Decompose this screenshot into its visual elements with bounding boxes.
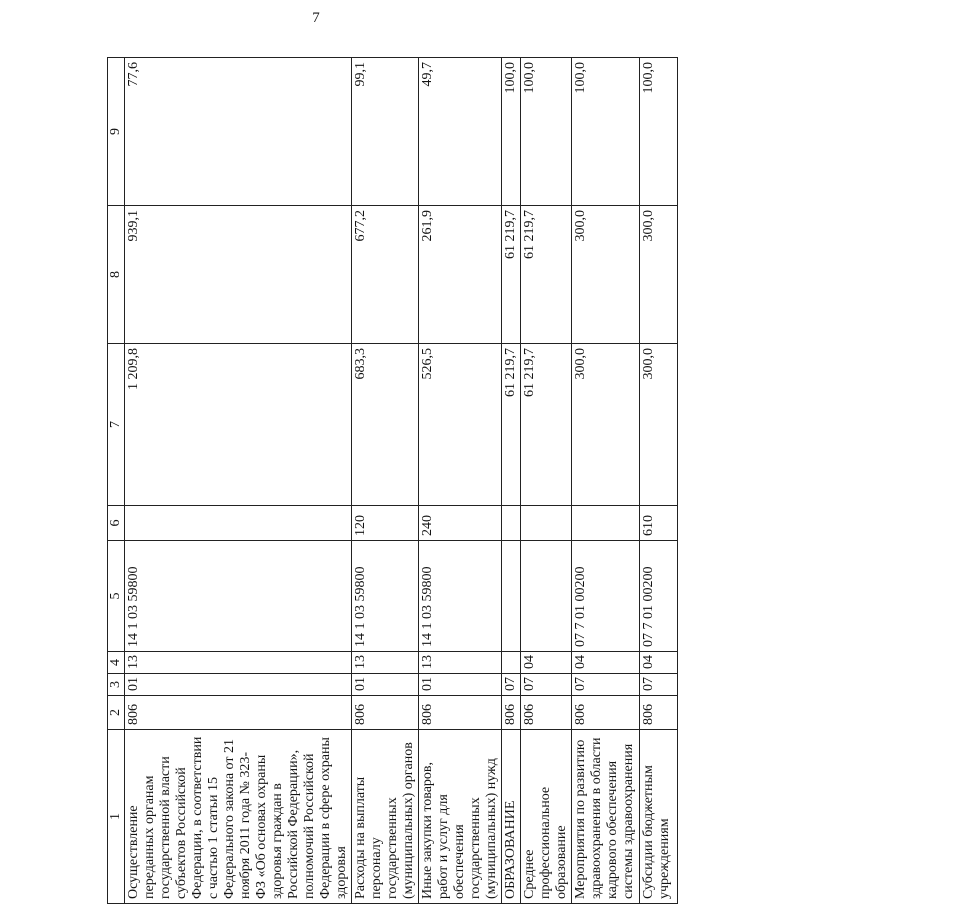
execution-percent: 99,1: [352, 58, 419, 206]
target-article-code: 07 7 01 00200: [640, 541, 678, 652]
header-cell: 7: [108, 344, 125, 506]
actual-amount: 677,2: [352, 206, 419, 344]
section-code: 07: [572, 674, 640, 696]
grbs-code: 806: [572, 696, 640, 730]
planned-amount: 683,3: [352, 344, 419, 506]
table-row: [125, 58, 352, 904]
row-name: Среднее профессиональное образование: [521, 730, 572, 904]
grbs-code: 806: [352, 696, 419, 730]
table-row: [640, 58, 678, 904]
actual-amount: 939,1: [125, 206, 352, 344]
expense-type-code: [125, 506, 352, 541]
header-cell: 9: [108, 58, 125, 206]
grbs-code: 806: [521, 696, 572, 730]
execution-percent: 49,7: [419, 58, 502, 206]
row-name: Осуществление переданных органам государственной власти субъектов Российской Федерации, в соответствии с частью 1 статьи 15 Федерального закона от 21 ноября 2011 года № 323-ФЗ «Об основах охраны здоровья граждан в Российской Федерации», полномочий Российской Федерации в сфере охраны здоровья: [125, 730, 352, 904]
target-article-code: 07 7 01 00200: [572, 541, 640, 652]
table-row: [572, 58, 640, 904]
expense-type-code: [572, 506, 640, 541]
target-article-code: 14 1 03 59800: [125, 541, 352, 652]
execution-percent: 100,0: [502, 58, 521, 206]
section-code: 07: [640, 674, 678, 696]
target-article-code: 14 1 03 59800: [352, 541, 419, 652]
budget-table: [107, 57, 678, 904]
subsection-code: [502, 652, 521, 674]
table-row: [419, 58, 502, 904]
subsection-code: 13: [125, 652, 352, 674]
expense-type-code: 610: [640, 506, 678, 541]
grbs-code: 806: [419, 696, 502, 730]
actual-amount: 300,0: [572, 206, 640, 344]
row-name: Расходы на выплаты персоналу государственных (муниципальных) органов: [352, 730, 419, 904]
subsection-code: 04: [521, 652, 572, 674]
actual-amount: 261,9: [419, 206, 502, 344]
header-cell: 6: [108, 506, 125, 541]
planned-amount: 300,0: [640, 344, 678, 506]
header-cell: 8: [108, 206, 125, 344]
table-row: [521, 58, 572, 904]
header-cell: 2: [108, 696, 125, 730]
target-article-code: [502, 541, 521, 652]
row-name: ОБРАЗОВАНИЕ: [502, 730, 521, 904]
row-name: Мероприятия по развитию здравоохранения в области кадрового обеспечения системы здравоохранения: [572, 730, 640, 904]
subsection-code: 04: [572, 652, 640, 674]
table-row: [502, 58, 521, 904]
expense-type-code: [502, 506, 521, 541]
execution-percent: 100,0: [640, 58, 678, 206]
section-code: 07: [521, 674, 572, 696]
planned-amount: 526,5: [419, 344, 502, 506]
grbs-code: 806: [640, 696, 678, 730]
target-article-code: 14 1 03 59800: [419, 541, 502, 652]
expense-type-code: 240: [419, 506, 502, 541]
table-row: [352, 58, 419, 904]
header-row: [108, 58, 125, 904]
actual-amount: 300,0: [640, 206, 678, 344]
section-code: 07: [502, 674, 521, 696]
subsection-code: 13: [419, 652, 502, 674]
page-number: 7: [312, 10, 320, 26]
subsection-code: 04: [640, 652, 678, 674]
actual-amount: 61 219,7: [521, 206, 572, 344]
section-code: 01: [125, 674, 352, 696]
expense-type-code: [521, 506, 572, 541]
planned-amount: 300,0: [572, 344, 640, 506]
header-cell: 4: [108, 652, 125, 674]
subsection-code: 13: [352, 652, 419, 674]
planned-amount: 61 219,7: [502, 344, 521, 506]
grbs-code: 806: [125, 696, 352, 730]
row-name: Иные закупки товаров, работ и услуг для обеспечения государственных (муниципальных) нужд: [419, 730, 502, 904]
rotated-table-wrapper: [107, 62, 953, 904]
expense-type-code: 120: [352, 506, 419, 541]
section-code: 01: [352, 674, 419, 696]
execution-percent: 100,0: [572, 58, 640, 206]
header-cell: 1: [108, 730, 125, 904]
actual-amount: 61 219,7: [502, 206, 521, 344]
planned-amount: 61 219,7: [521, 344, 572, 506]
header-cell: 3: [108, 674, 125, 696]
execution-percent: 77,6: [125, 58, 352, 206]
grbs-code: 806: [502, 696, 521, 730]
target-article-code: [521, 541, 572, 652]
row-name: Субсидии бюджетным учреждениям: [640, 730, 678, 904]
section-code: 01: [419, 674, 502, 696]
planned-amount: 1 209,8: [125, 344, 352, 506]
execution-percent: 100,0: [521, 58, 572, 206]
header-cell: 5: [108, 541, 125, 652]
